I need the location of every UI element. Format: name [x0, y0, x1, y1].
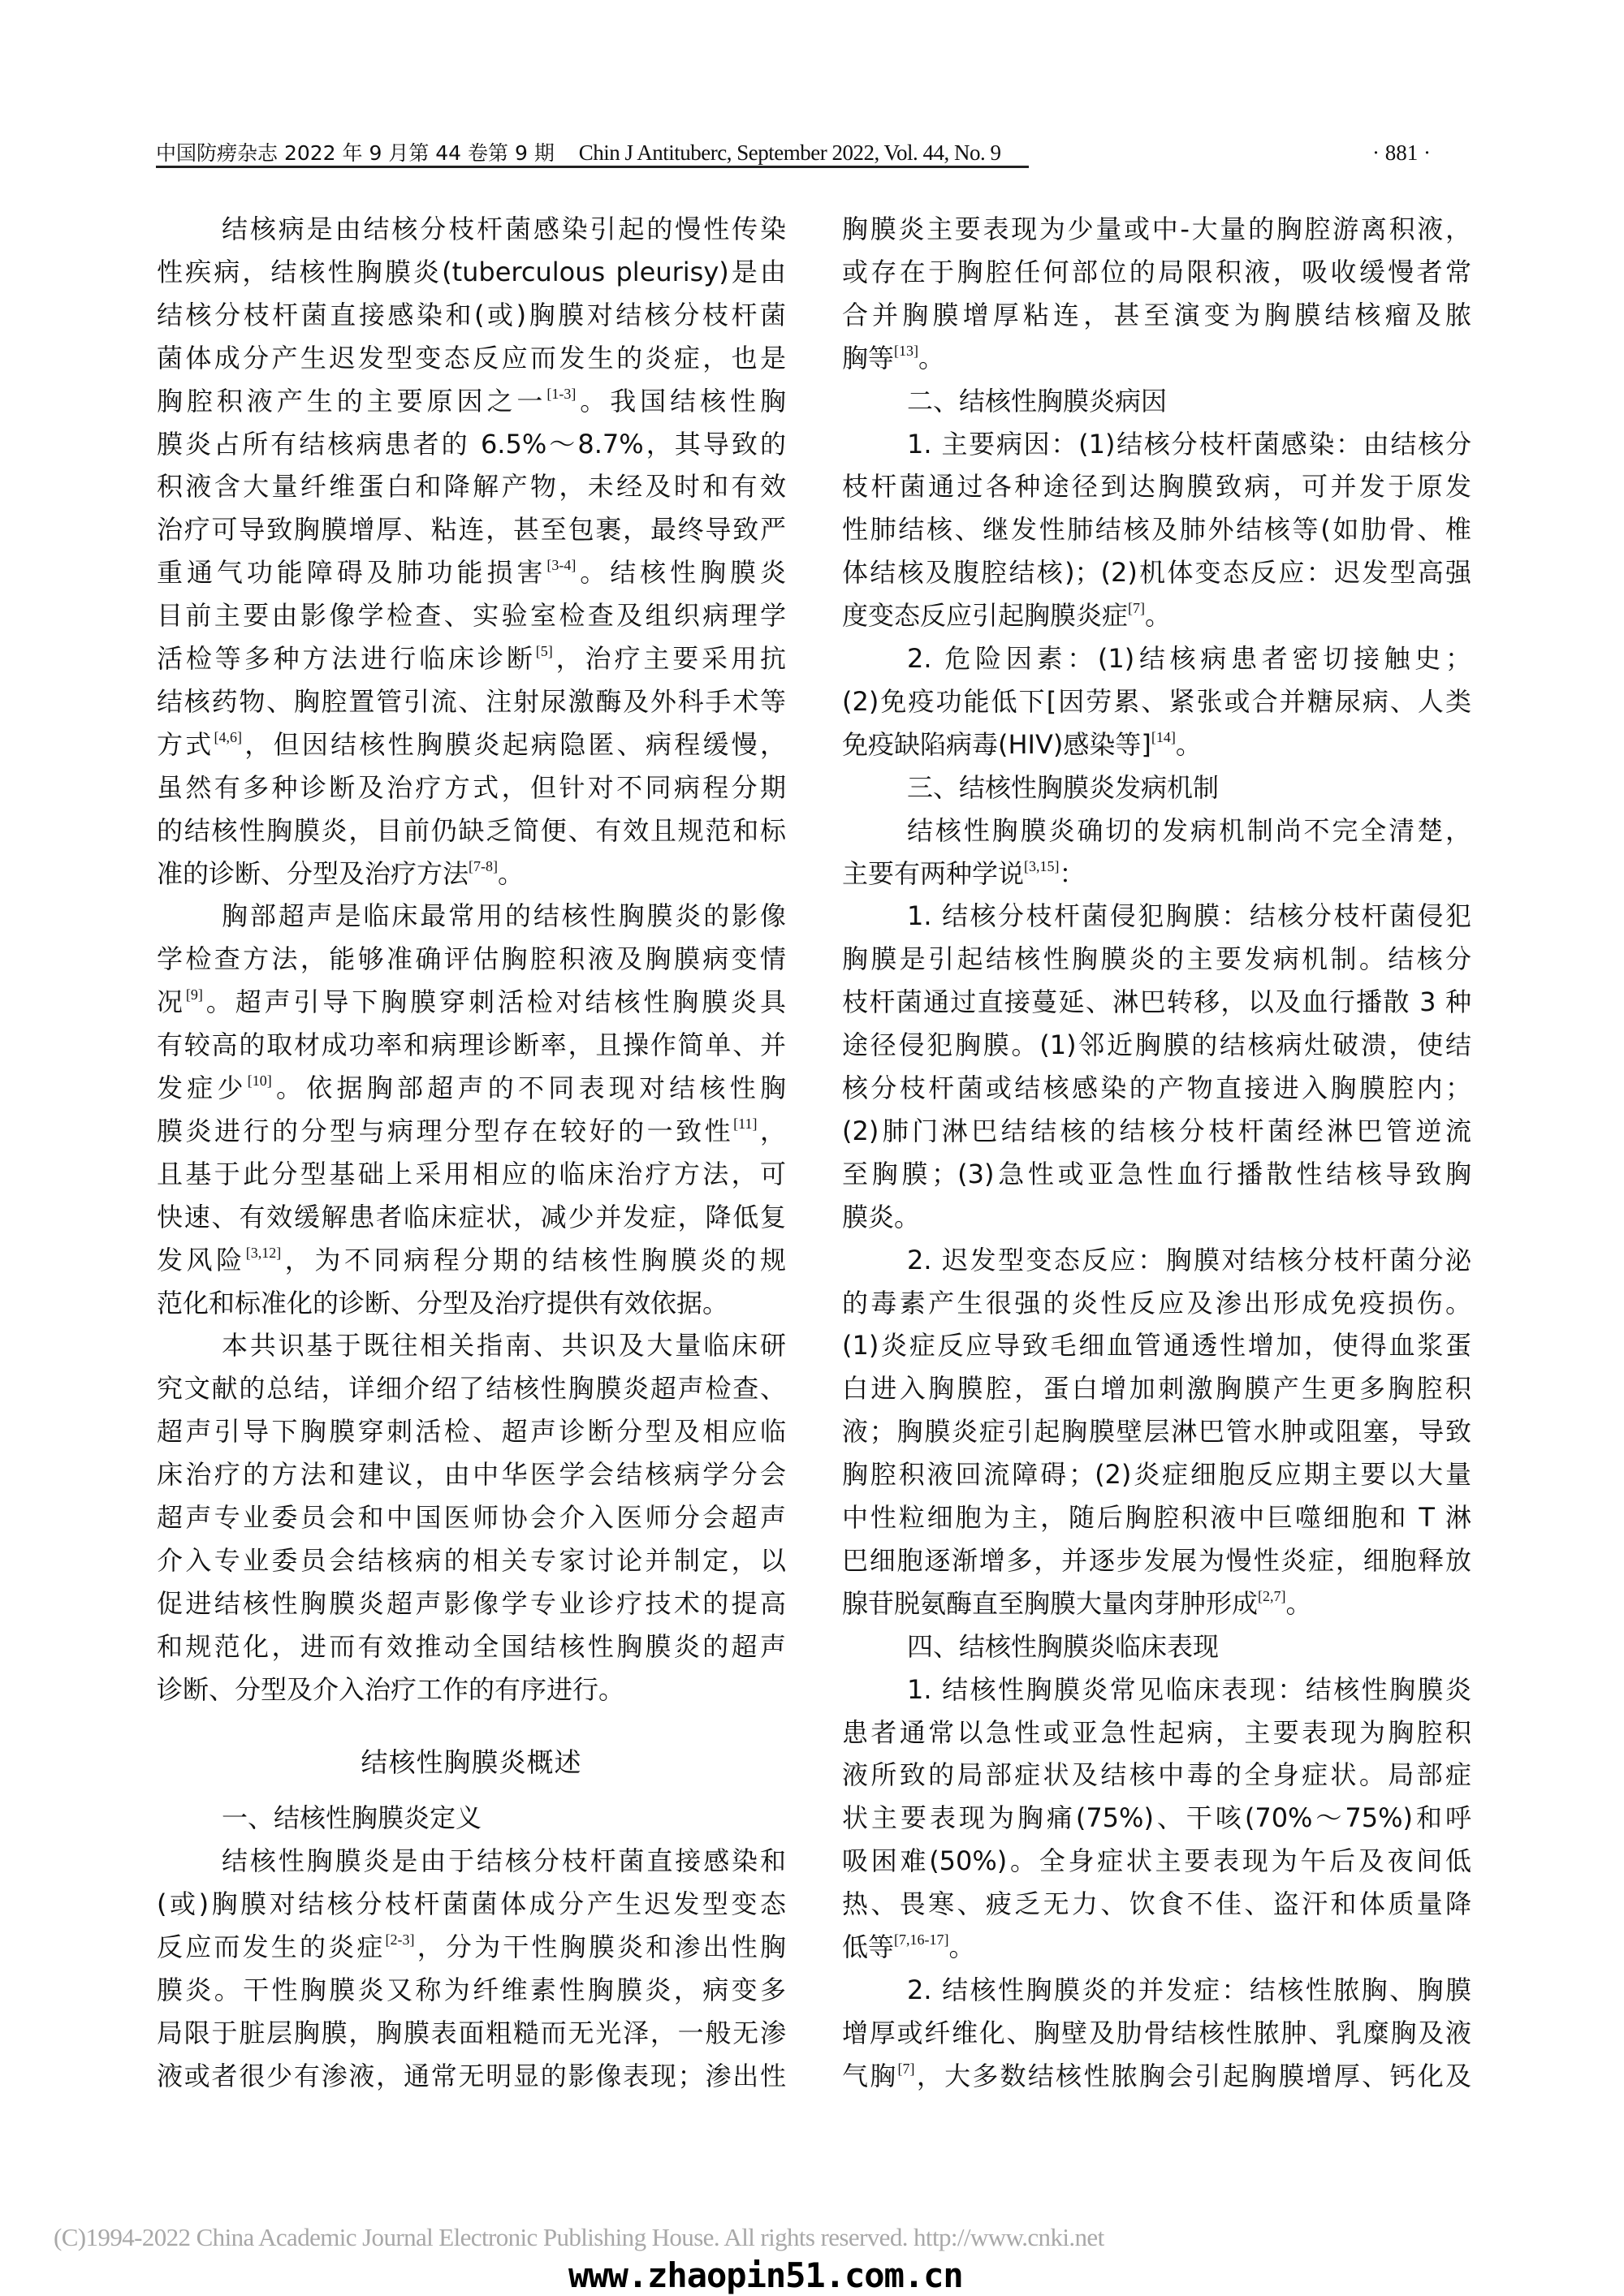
- citation-ref[interactable]: [3,15]: [1024, 857, 1060, 874]
- line-text: 枝杆菌通过各种途径到达胸膜致病，可并发于原发: [842, 471, 1471, 503]
- text-line: [842, 1630, 1471, 1663]
- line-text: 患者通常以急性或亚急性起病，主要表现为胸腔积: [842, 1716, 1471, 1748]
- text-line: [842, 642, 1471, 675]
- text-line: [842, 513, 1471, 546]
- text-line: [157, 385, 786, 417]
- text-line: [157, 2017, 786, 2049]
- text-line: [157, 1802, 786, 1834]
- text-line: [842, 814, 1471, 847]
- text-line: [842, 256, 1471, 288]
- text-line: [157, 1673, 786, 1706]
- line-text-after: 。: [1145, 600, 1172, 632]
- line-text: 活检等多种方法进行临床诊断: [157, 643, 536, 674]
- text-line: [842, 1501, 1471, 1534]
- line-text: 一、结核性胸膜炎定义: [222, 1802, 482, 1834]
- text-line: [157, 213, 786, 245]
- line-text: 结核病是由结核分枝杆菌感染引起的慢性传染: [222, 214, 786, 244]
- line-text: 体结核及腹腔结核)；(2)机体变态反应：迟发型高强: [842, 557, 1471, 589]
- line-text: 准的诊断、分型及治疗方法: [157, 857, 469, 889]
- text-line: [842, 299, 1471, 331]
- line-text: 至胸膜；(3)急性或亚急性血行播散性结核导致胸: [842, 1158, 1471, 1189]
- text-line: [842, 1587, 1471, 1620]
- text-line: [157, 256, 786, 288]
- line-text: 胸腔积液产生的主要原因之一: [157, 385, 547, 416]
- line-text: 吸困难(50%)。全身症状主要表现为午后及夜间低: [842, 1845, 1471, 1877]
- text-line: [842, 599, 1471, 632]
- text-line: [842, 1716, 1471, 1749]
- line-text: 液所致的局部症状及结核中毒的全身症状。局部症: [842, 1759, 1471, 1791]
- line-text: 度变态反应引起胸膜炎症: [842, 600, 1129, 632]
- text-line: [842, 728, 1471, 761]
- citation-ref[interactable]: [7]: [1128, 600, 1146, 617]
- line-text: 且基于此分型基础上采用相应的临床治疗方法，可: [157, 1158, 786, 1189]
- text-line: [157, 513, 786, 546]
- line-text: 性疾病，结核性胸膜炎(tuberculous pleurisy)是由: [157, 256, 786, 287]
- text-line: [842, 1931, 1471, 1963]
- text-line: [842, 1415, 1471, 1448]
- line-text: 诊断、分型及介入治疗工作的有序进行。: [157, 1673, 625, 1705]
- text-line: [157, 1974, 786, 2006]
- text-line: [842, 771, 1471, 804]
- line-text: 目前主要由影像学检查、实验室检查及组织病理学: [157, 600, 786, 632]
- line-text: 枝杆菌通过直接蔓延、淋巴转移，以及血行播散 3 种: [842, 986, 1471, 1018]
- line-text-after: ，治疗主要采用抗: [552, 643, 786, 674]
- text-line: [842, 556, 1471, 589]
- text-line: [157, 1931, 786, 1963]
- text-line: [842, 986, 1471, 1018]
- line-text: 液或者很少有渗液，通常无明显的影像表现；渗出性: [157, 2060, 786, 2091]
- line-text: (1)炎症反应导致毛细血管通透性增加，使得血浆蛋: [842, 1330, 1471, 1362]
- text-line: [842, 1072, 1471, 1104]
- line-text: 积液含大量纤维蛋白和降解产物，未经及时和有效: [157, 471, 786, 503]
- line-text: 2. 危险因素：(1)结核病患者密切接触史；: [907, 643, 1471, 674]
- line-text: 胸膜是引起结核性胸膜炎的主要发病机制。结核分: [842, 943, 1471, 975]
- line-text: 有较高的取材成功率和病理诊断率，且操作简单、并: [157, 1029, 786, 1061]
- line-text-after: ，大多数结核性脓胸会引起胸膜增厚、钙化及: [914, 2060, 1471, 2091]
- citation-ref[interactable]: [13]: [894, 342, 919, 359]
- text-line: [842, 1029, 1471, 1061]
- line-text: (或)胸膜对结核分枝杆菌菌体成分产生迟发型变态: [157, 1888, 786, 1920]
- line-text: 2. 迟发型变态反应：胸膜对结核分枝杆菌分泌: [907, 1244, 1471, 1275]
- line-text: 方式: [157, 728, 214, 760]
- text-line: [157, 1072, 786, 1104]
- line-text: 1. 主要病因：(1)结核分枝杆菌感染：由结核分: [907, 428, 1471, 460]
- line-text-after: 。: [1285, 1587, 1312, 1619]
- text-line: [842, 470, 1471, 503]
- line-text-after: ，分为干性胸膜炎和渗出性胸: [414, 1931, 786, 1962]
- text-line: [157, 1501, 786, 1534]
- line-text: 1. 结核分枝杆菌侵犯胸膜：结核分枝杆菌侵犯: [907, 900, 1471, 932]
- text-line: [842, 1888, 1471, 1920]
- line-text: 发风险: [157, 1244, 246, 1275]
- text-line: [842, 385, 1471, 417]
- citation-ref[interactable]: [2,7]: [1258, 1587, 1286, 1604]
- line-text: 胸膜炎主要表现为少量或中-大量的胸腔游离积液，: [842, 214, 1471, 244]
- text-line: [157, 857, 786, 890]
- line-text-after: ，但因结核性胸膜炎起病隐匿、病程缓慢，: [242, 728, 786, 760]
- running-header: [156, 141, 1029, 168]
- text-line: [157, 1630, 786, 1663]
- line-text-after: 。: [948, 1931, 975, 1962]
- text-line: [842, 1372, 1471, 1405]
- section-title: 结核性胸膜炎概述: [361, 1746, 582, 1778]
- text-line: [157, 1845, 786, 1877]
- text-line: [157, 642, 786, 675]
- line-text: 2. 结核性胸膜炎的并发症：结核性脓胸、胸膜: [907, 1974, 1471, 2005]
- text-line: [842, 1458, 1471, 1491]
- citation-ref[interactable]: [14]: [1151, 728, 1176, 745]
- line-text: 增厚或纤维化、胸壁及肋骨结核性脓肿、乳糜胸及液: [842, 2017, 1471, 2048]
- citation-ref[interactable]: [7-8]: [469, 857, 498, 874]
- line-text: 性肺结核、继发性肺结核及肺外结核等(如肋骨、椎: [842, 514, 1471, 546]
- text-line: [157, 1115, 786, 1147]
- line-text: 中性粒细胞为主，随后胸腔积液中巨噬细胞和 T 淋: [842, 1502, 1471, 1533]
- text-line: [157, 814, 786, 847]
- text-line: [157, 1587, 786, 1620]
- watermark-url: www.zhaopin51.com.cn: [568, 2255, 963, 2295]
- line-text-after: ：: [1059, 857, 1086, 889]
- line-text: 胸部超声是临床最常用的结核性胸膜炎的影像: [222, 900, 786, 932]
- line-text: 胸等: [842, 342, 895, 373]
- line-text: 途径侵犯胸膜。(1)邻近胸膜的结核病灶破溃，使结: [842, 1029, 1471, 1061]
- line-text: 菌体成分产生迟发型变态反应而发生的炎症，也是: [157, 342, 786, 373]
- text-line: [842, 1845, 1471, 1877]
- line-text-after: ，: [757, 1115, 786, 1146]
- line-text: 治疗可导致胸膜增厚、粘连，甚至包裹，最终导致严: [157, 514, 786, 546]
- line-text: 膜炎进行的分型与病理分型存在较好的一致性: [157, 1115, 734, 1146]
- text-line: [842, 1287, 1471, 1319]
- line-text-after: 。我国结核性胸: [576, 385, 786, 416]
- text-line: [842, 685, 1471, 718]
- line-text: 的结核性胸膜炎，目前仍缺乏简便、有效且规范和标: [157, 814, 786, 846]
- line-text: 低等: [842, 1931, 895, 1962]
- text-line: [157, 556, 786, 589]
- citation-ref[interactable]: [7,16-17]: [894, 1931, 949, 1948]
- line-text: 反应而发生的炎症: [157, 1931, 386, 1962]
- line-text-after: 。: [1175, 728, 1202, 760]
- line-text: 重通气功能障碍及肺功能损害: [157, 557, 547, 589]
- text-line: [842, 428, 1471, 460]
- text-line: [842, 1673, 1471, 1706]
- line-text: 膜炎。干性胸膜炎又称为纤维素性胸膜炎，病变多: [157, 1974, 786, 2005]
- citation-ref[interactable]: [2-3]: [385, 1931, 415, 1948]
- citation-ref[interactable]: [4,6]: [214, 728, 243, 745]
- line-text: 结核性胸膜炎是由于结核分枝杆菌直接感染和: [222, 1845, 786, 1877]
- line-text: 快速、有效缓解患者临床症状，减少并发症，降低复: [157, 1201, 786, 1232]
- line-text: 液；胸膜炎症引起胸膜壁层淋巴管水肿或阻塞，导致: [842, 1416, 1471, 1448]
- line-text: 合并胸膜增厚粘连，甚至演变为胸膜结核瘤及脓: [842, 299, 1471, 330]
- line-text: 胸腔积液回流障碍；(2)炎症细胞反应期主要以大量: [842, 1459, 1471, 1491]
- text-line: [842, 857, 1471, 890]
- page-number: · 881 ·: [1372, 140, 1431, 165]
- line-text: 四、结核性胸膜炎临床表现: [907, 1630, 1220, 1662]
- text-line: [157, 1458, 786, 1491]
- line-text: 超声专业委员会和中国医师协会介入医师分会超声: [157, 1502, 786, 1533]
- citation-ref[interactable]: [1-3]: [546, 385, 577, 402]
- text-line: [157, 1287, 786, 1319]
- line-text: 结核药物、胸腔置管引流、注射尿激酶及外科手术等: [157, 685, 786, 717]
- text-line: [842, 1244, 1471, 1276]
- text-line: [842, 1329, 1471, 1362]
- text-line: [157, 1029, 786, 1061]
- text-line: [842, 1115, 1471, 1147]
- line-text: 热、畏寒、疲乏无力、饮食不佳、盗汗和体质量降: [842, 1888, 1471, 1920]
- text-line: [157, 1415, 786, 1448]
- text-line: [842, 1974, 1471, 2006]
- text-line: [842, 1759, 1471, 1791]
- text-line: [157, 599, 786, 632]
- line-text: 结核分枝杆菌直接感染和(或)胸膜对结核分枝杆菌: [157, 299, 786, 330]
- text-line: [842, 1544, 1471, 1577]
- line-text: 或存在于胸腔任何部位的局限积液，吸收缓慢者常: [842, 256, 1471, 287]
- text-line: [157, 470, 786, 503]
- line-text: 膜炎占所有结核病患者的 6.5%～8.7%，其导致的: [157, 428, 786, 460]
- text-line: [157, 728, 786, 761]
- line-text: 二、结核性胸膜炎病因: [907, 385, 1168, 416]
- line-text-after: ，为不同病程分期的结核性胸膜炎的规: [281, 1244, 786, 1275]
- text-line: [842, 943, 1471, 975]
- text-line: [842, 342, 1471, 374]
- line-text-after: 。超声引导下胸膜穿刺活检对结核性胸膜炎具: [202, 986, 786, 1018]
- line-text: 发症少: [157, 1072, 248, 1103]
- line-text: 白进入胸膜腔，蛋白增加刺激胸膜产生更多胸腔积: [842, 1373, 1471, 1405]
- line-text-after: 。结核性胸膜炎: [576, 557, 786, 589]
- text-line: [157, 342, 786, 374]
- line-text-after: 。: [918, 342, 945, 373]
- text-line: [157, 685, 786, 718]
- citation-ref[interactable]: [10]: [247, 1072, 272, 1089]
- text-line: [157, 900, 786, 932]
- line-text: 床治疗的方法和建议，由中华医学会结核病学分会: [157, 1459, 786, 1491]
- text-line: [157, 1372, 786, 1405]
- line-text: 膜炎。: [842, 1201, 921, 1232]
- text-line: [842, 2060, 1471, 2092]
- line-text: 结核性胸膜炎确切的发病机制尚不完全清楚，: [907, 814, 1471, 846]
- citation-ref[interactable]: [11]: [733, 1115, 758, 1132]
- text-line: [157, 771, 786, 804]
- journal-title-en: Chin J Antituberc, September 2022, Vol. 44, No. 9: [578, 140, 1001, 165]
- text-line: [157, 1544, 786, 1577]
- line-text: 促进结核性胸膜炎超声影像学专业诊疗技术的提高: [157, 1587, 786, 1619]
- line-text: (2)免疫功能低下[因劳累、紧张或合并糖尿病、人类: [842, 685, 1471, 717]
- line-text: 腺苷脱氨酶直至胸膜大量肉芽肿形成: [842, 1587, 1259, 1619]
- line-text: 三、结核性胸膜炎发病机制: [907, 771, 1220, 803]
- text-line: [157, 428, 786, 460]
- line-text: 况: [157, 986, 186, 1018]
- line-text: 本共识基于既往相关指南、共识及大量临床研: [222, 1330, 786, 1362]
- line-text: 虽然有多种诊断及治疗方式，但针对不同病程分期: [157, 771, 786, 803]
- text-line: [842, 2017, 1471, 2049]
- citation-ref[interactable]: [3-4]: [546, 557, 577, 574]
- line-text: 主要有两种学说: [842, 857, 1025, 889]
- line-text: 的毒素产生很强的炎性反应及渗出形成免疫损伤。: [842, 1287, 1471, 1318]
- text-line: [157, 1888, 786, 1920]
- line-text: 究文献的总结，详细介绍了结核性胸膜炎超声检查、: [157, 1373, 786, 1405]
- text-line: [157, 986, 786, 1018]
- citation-ref[interactable]: [7]: [897, 2060, 915, 2077]
- text-line: [157, 299, 786, 331]
- line-text: 巴细胞逐渐增多，并逐步发展为慢性炎症，细胞释放: [842, 1544, 1471, 1576]
- line-text: 局限于脏层胸膜，胸膜表面粗糙而无光泽，一般无渗: [157, 2017, 786, 2048]
- line-text-after: 。依据胸部超声的不同表现对结核性胸: [271, 1072, 786, 1103]
- text-line: [157, 1201, 786, 1233]
- text-line: [157, 943, 786, 975]
- text-line: [157, 1244, 786, 1276]
- text-line: [157, 1329, 786, 1362]
- line-text: 超声引导下胸膜穿刺活检、超声诊断分型及相应临: [157, 1416, 786, 1448]
- citation-ref[interactable]: [9]: [185, 986, 203, 1003]
- line-text: 核分枝杆菌或结核感染的产物直接进入胸膜腔内；: [842, 1072, 1471, 1103]
- text-line: [842, 1158, 1471, 1190]
- text-line: [157, 2060, 786, 2092]
- line-text-after: 。: [498, 857, 525, 889]
- line-text: 学检查方法，能够准确评估胸腔积液及胸膜病变情: [157, 943, 786, 975]
- line-text: 气胸: [842, 2060, 898, 2091]
- citation-ref[interactable]: [5]: [535, 643, 553, 659]
- line-text: 免疫缺陷病毒(HIV)感染等]: [842, 728, 1151, 760]
- line-text: 和规范化，进而有效推动全国结核性胸膜炎的超声: [157, 1630, 786, 1662]
- text-line: [842, 1201, 1471, 1233]
- journal-title-cn: 中国防痨杂志 2022 年 9 月第 44 卷第 9 期: [156, 141, 555, 165]
- line-text: 状主要表现为胸痛(75%)、干咳(70%～75%)和呼: [842, 1802, 1471, 1834]
- text-line: [842, 213, 1471, 245]
- line-text: 1. 结核性胸膜炎常见临床表现：结核性胸膜炎: [907, 1673, 1471, 1705]
- text-line: [157, 1158, 786, 1190]
- copyright-notice: (C)1994-2022 China Academic Journal Electronic Publishing House. All rights reserved. http://www.cnki.net: [54, 2223, 1104, 2251]
- line-text: 范化和标准化的诊断、分型及治疗提供有效依据。: [157, 1287, 729, 1318]
- text-line: [842, 900, 1471, 932]
- line-text: (2)肺门淋巴结结核的结核分枝杆菌经淋巴管逆流: [842, 1115, 1471, 1146]
- citation-ref[interactable]: [3,12]: [245, 1244, 282, 1261]
- text-line: [842, 1802, 1471, 1834]
- line-text: 介入专业委员会结核病的相关专家讨论并制定，以: [157, 1544, 786, 1576]
